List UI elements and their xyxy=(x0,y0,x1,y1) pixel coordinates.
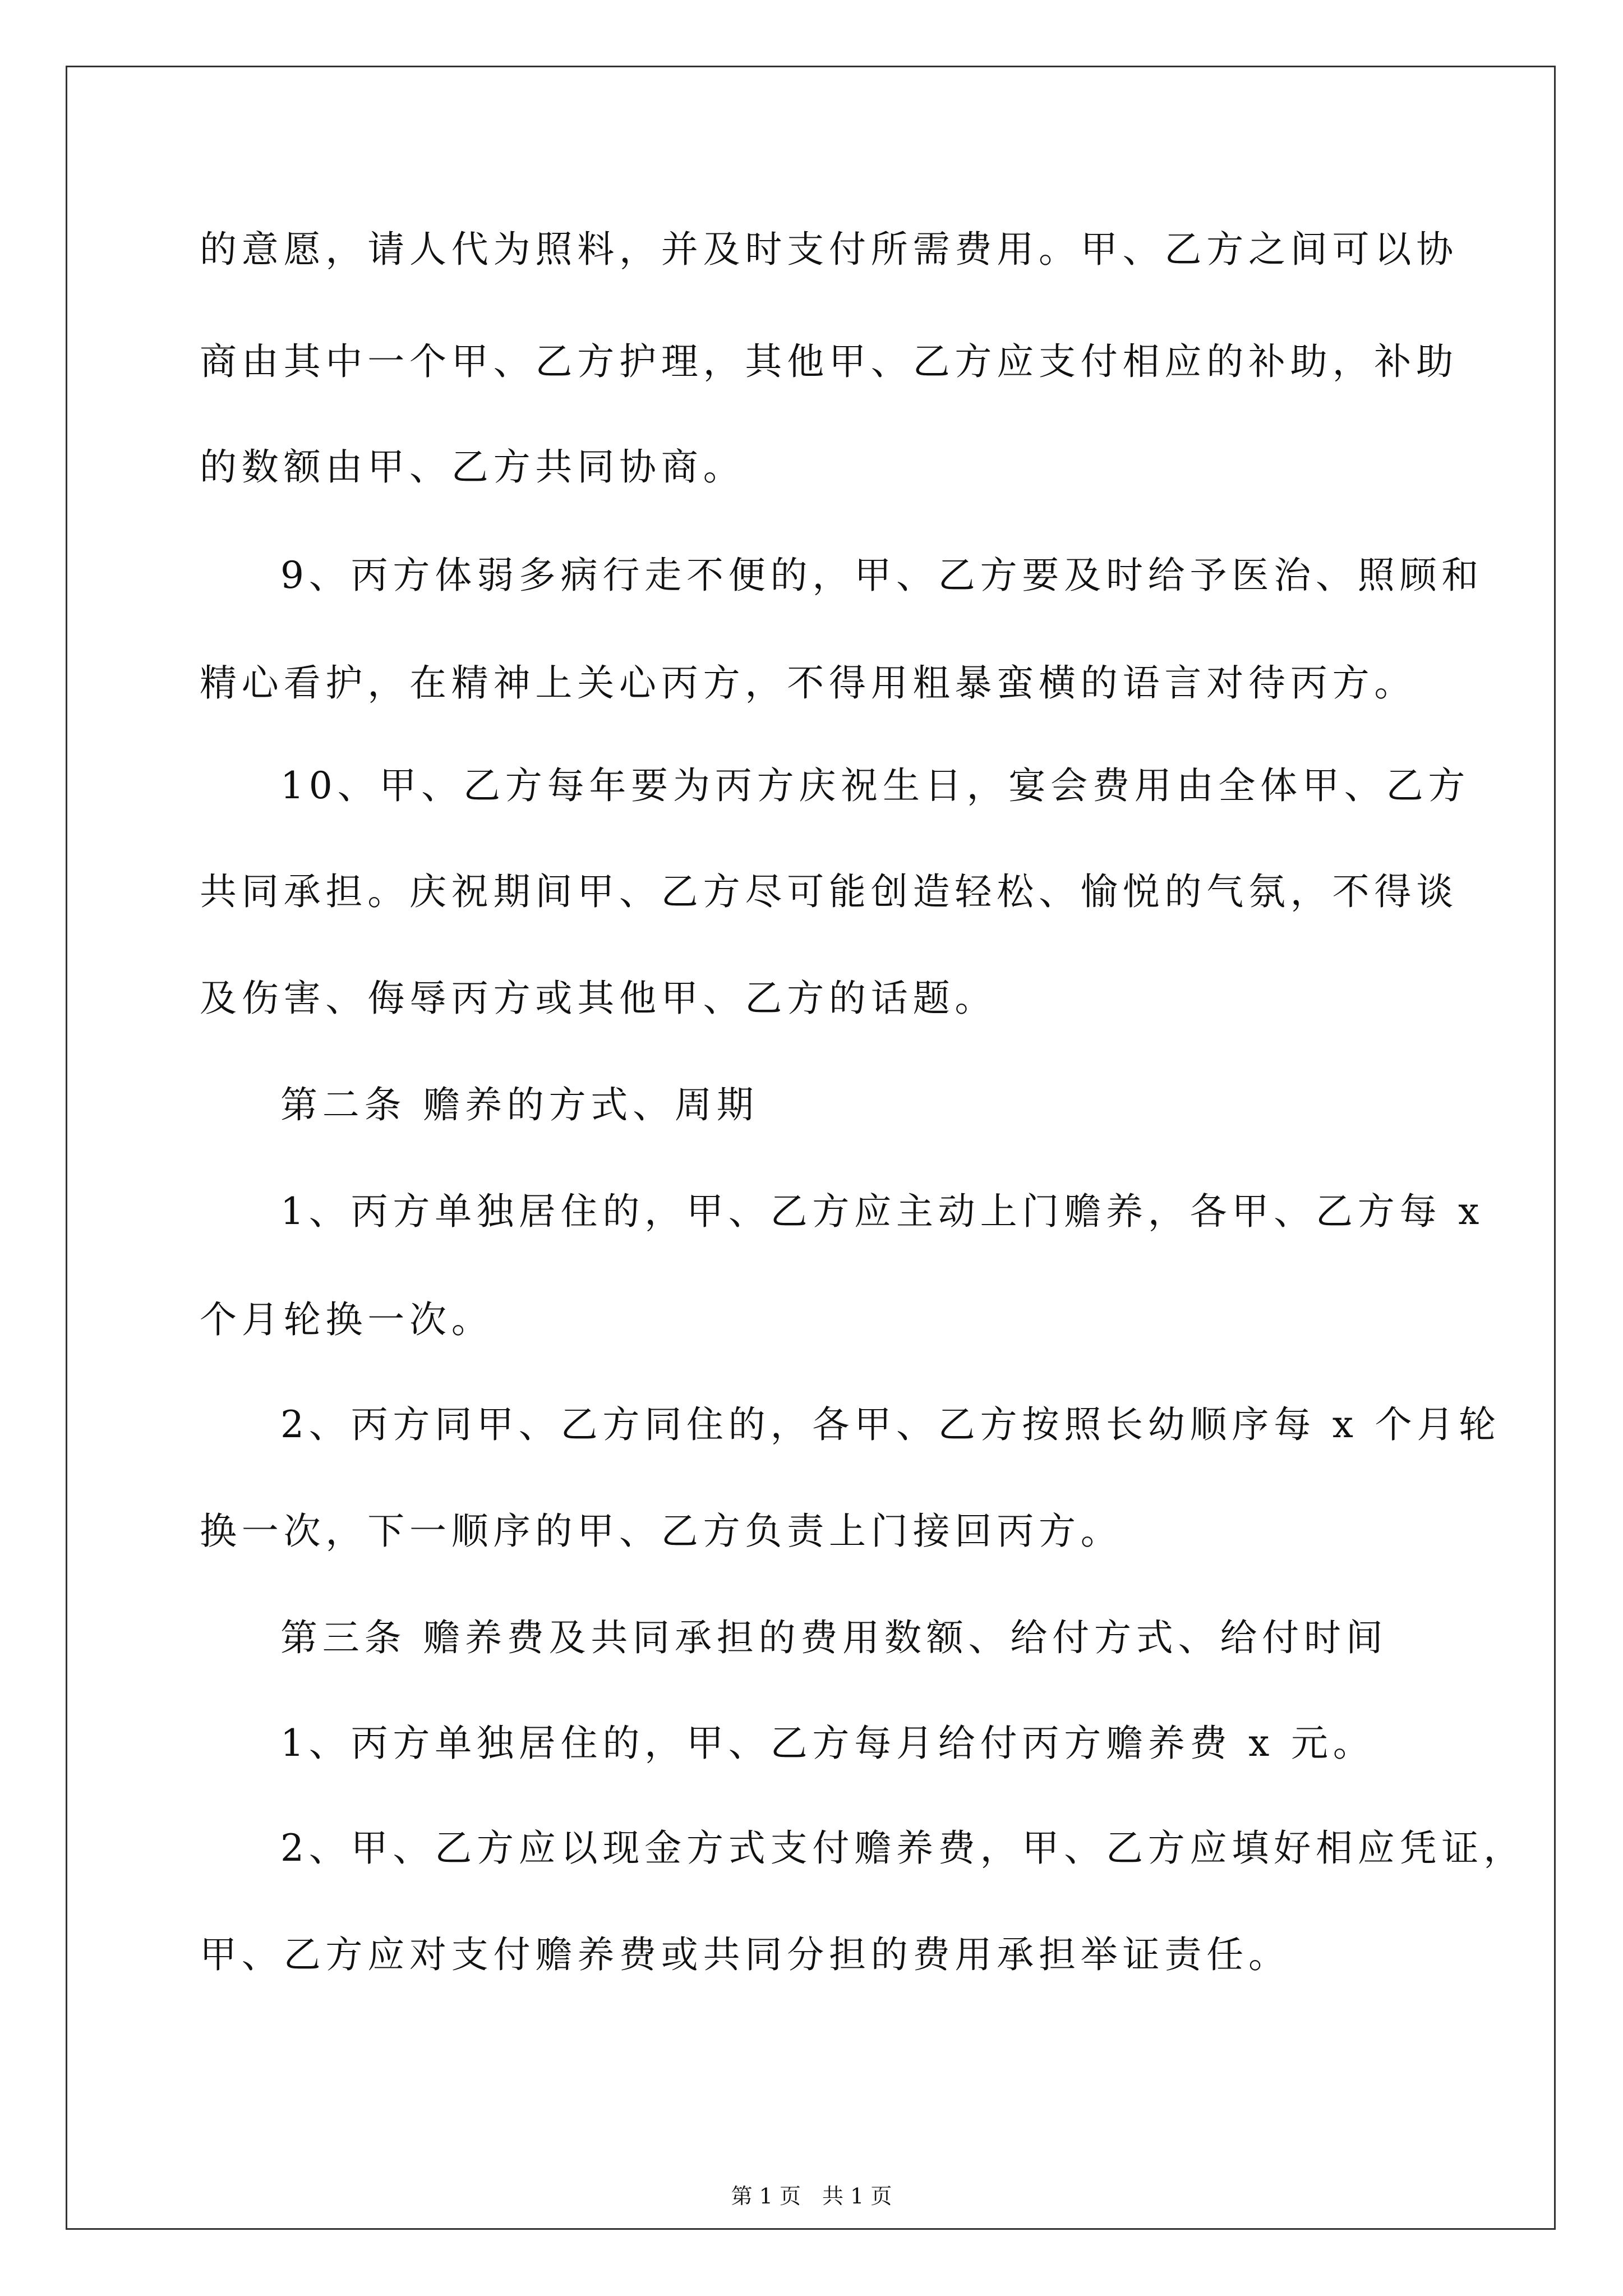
text-line: 2、甲、乙方应以现金方式支付赡养费，甲、乙方应填好相应凭证， xyxy=(280,1826,1525,1870)
text-line: 共同承担。庆祝期间甲、乙方尽可能创造轻松、愉悦的气氛，不得谈 xyxy=(200,870,1458,913)
text-line: 精心看护，在精神上关心丙方，不得用粗暴蛮横的语言对待丙方。 xyxy=(200,661,1417,705)
text-line: 个月轮换一次。 xyxy=(200,1298,494,1341)
text-line: 1、丙方单独居住的，甲、乙方每月给付丙方赡养费 x 元。 xyxy=(280,1722,1375,1765)
text-line: 1、丙方单独居住的，甲、乙方应主动上门赡养，各甲、乙方每 x xyxy=(280,1190,1484,1233)
text-line: 换一次，下一顺序的甲、乙方负责上门接回丙方。 xyxy=(200,1510,1123,1553)
page-number: 第 1 页 共 1 页 xyxy=(731,2184,892,2208)
text-line: 商由其中一个甲、乙方护理，其他甲、乙方应支付相应的补助，补助 xyxy=(200,340,1458,383)
page-border xyxy=(66,66,1556,2230)
text-line: 2、丙方同甲、乙方同住的，各甲、乙方按照长幼顺序每 x 个月轮 xyxy=(280,1403,1501,1446)
section-heading: 第二条 赡养的方式、周期 xyxy=(280,1083,759,1126)
text-line: 9、丙方体弱多病行走不便的，甲、乙方要及时给予医治、照顾和 xyxy=(280,554,1484,597)
text-line: 10、甲、乙方每年要为丙方庆祝生日，宴会费用由全体甲、乙方 xyxy=(280,764,1470,807)
text-line: 甲、乙方应对支付赡养费或共同分担的费用承担举证责任。 xyxy=(200,1933,1290,1976)
section-heading: 第三条 赡养费及共同承担的费用数额、给付方式、给付时间 xyxy=(280,1616,1388,1659)
text-line: 及伤害、侮辱丙方或其他甲、乙方的话题。 xyxy=(200,977,997,1020)
text-line: 的数额由甲、乙方共同协商。 xyxy=(200,445,745,489)
text-line: 的意愿，请人代为照料，并及时支付所需费用。甲、乙方之间可以协 xyxy=(200,228,1458,271)
